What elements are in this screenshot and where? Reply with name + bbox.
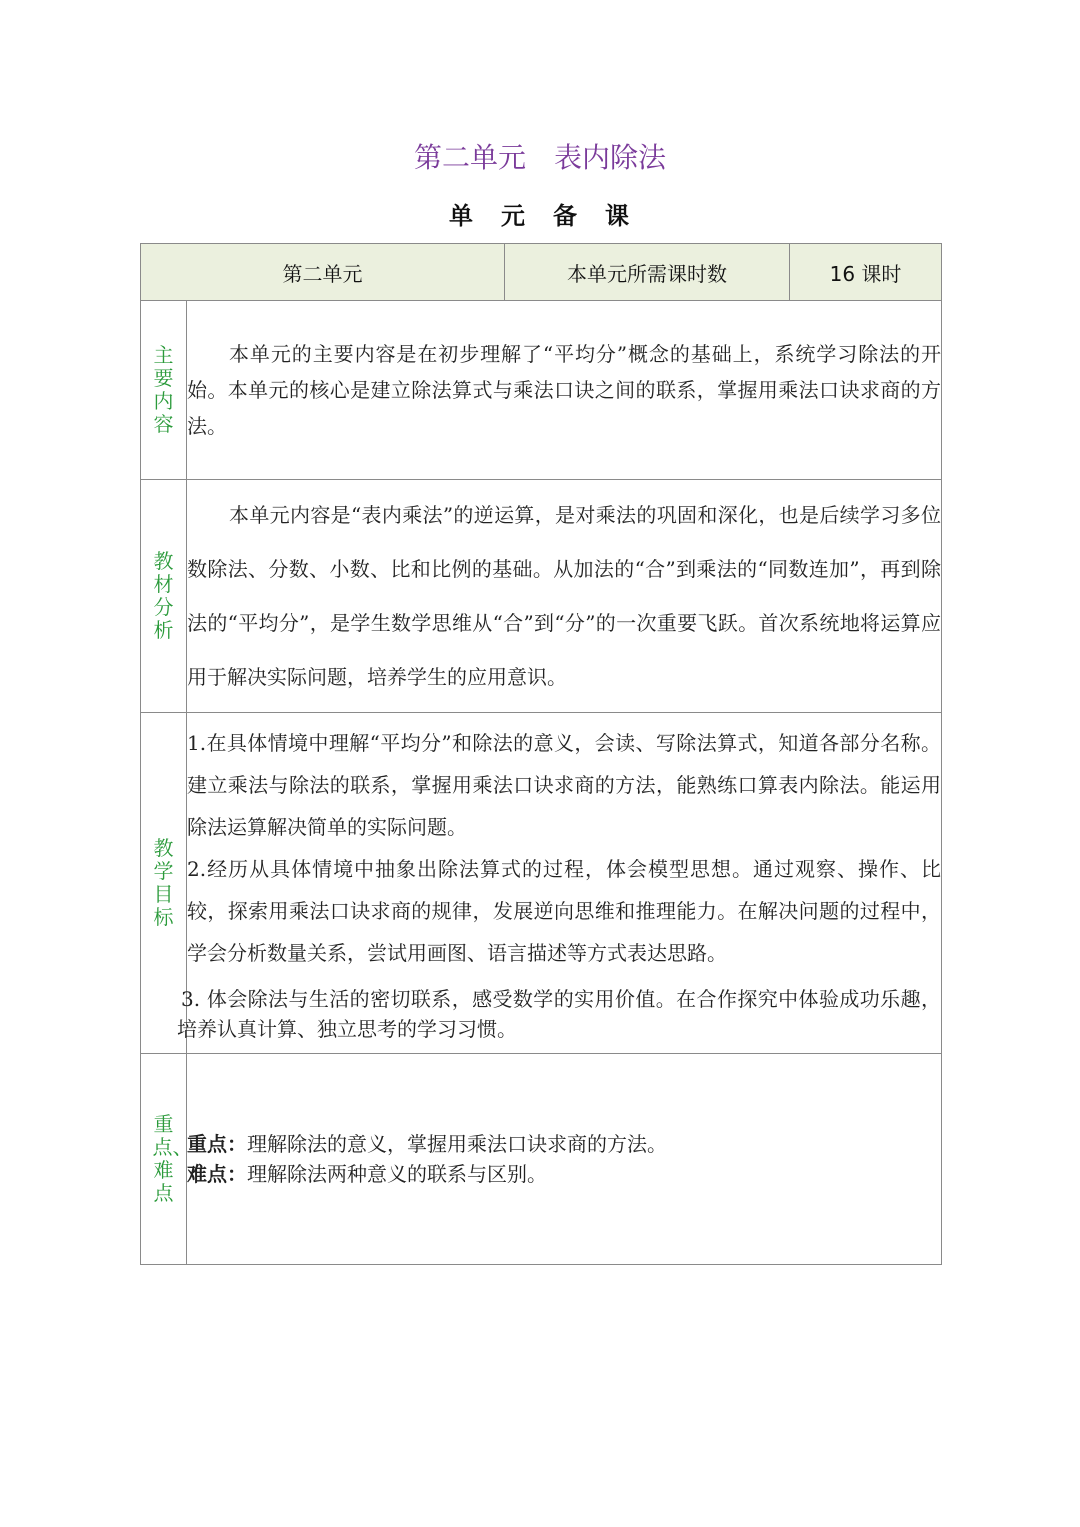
textbook-analysis-row bbox=[141, 480, 942, 713]
textbook-analysis-text: 本单元内容是“表内乘法”的逆运算，是对乘法的巩固和深化，也是后续学习多位数除法、分数、小数、比和比例的基础。从加法的“合”到乘法的“同数连加”，再到除法的“平均分”，是学生数学思维从“合”到“分”的一次重要飞跃。首次系统地将运算应用于解决实际问题，培养学生的应用意识。 bbox=[187, 503, 941, 689]
main-content-text: 本单元的主要内容是在初步理解了“平均分”概念的基础上，系统学习除法的开始。本单元的核心是建立除法算式与乘法口诀之间的联系，掌握用乘法口诀求商的方法。 bbox=[187, 342, 941, 438]
key-points-label: 重点、难点 bbox=[152, 1112, 193, 1205]
textbook-analysis-cell bbox=[187, 480, 942, 713]
teaching-goals-label: 教学目标 bbox=[153, 836, 174, 929]
main-content-cell bbox=[187, 301, 942, 480]
key-points-cell bbox=[187, 1054, 942, 1265]
page-subtitle: 单 元 备 课 bbox=[449, 202, 631, 230]
teaching-goal-2: 2.经历从具体情境中抽象出除法算式的过程，体会模型思想。通过观察、操作、比较，探索用乘法口诀求商的规律，发展逆向思维和推理能力。在解决问题的过程中，学会分析数量关系，尝试用画图、语言描述等方式表达思路。 bbox=[187, 857, 941, 965]
unit-plan-table bbox=[140, 243, 942, 1265]
difficulty-line bbox=[187, 1159, 941, 1189]
difficulty-text: 理解除法两种意义的联系与区别。 bbox=[247, 1162, 547, 1186]
key-points-row bbox=[141, 1054, 942, 1265]
teaching-goal-1: 1.在具体情境中理解“平均分”和除法的意义，会读、写除法算式，知道各部分名称。建立乘法与除法的联系，掌握用乘法口诀求商的方法，能熟练口算表内除法。能运用除法运算解决简单的实际问题。 bbox=[187, 731, 941, 839]
teaching-goals-cell bbox=[177, 713, 942, 1054]
textbook-analysis-label: 教材分析 bbox=[153, 549, 174, 642]
main-content-label-cell bbox=[141, 301, 187, 480]
key-point-text: 理解除法的意义，掌握用乘法口诀求商的方法。 bbox=[247, 1132, 667, 1156]
key-points-label-cell bbox=[141, 1054, 193, 1265]
textbook-analysis-label-cell bbox=[141, 480, 187, 713]
table-header-row bbox=[141, 244, 942, 301]
hours-label-cell: 本单元所需课时数 bbox=[505, 244, 790, 301]
teaching-goal-3: 3. 体会除法与生活的密切联系，感受数学的实用价值。在合作探究中体验成功乐趣，培养认真计算、独立思考的学习习惯。 bbox=[177, 987, 941, 1041]
hours-value-cell: 16 课时 bbox=[790, 244, 942, 301]
difficulty-label: 难点： bbox=[187, 1162, 247, 1186]
teaching-goals-row bbox=[141, 713, 942, 1054]
unit-name-cell: 第二单元 bbox=[141, 244, 505, 301]
main-content-label: 主要内容 bbox=[153, 343, 174, 436]
key-point-line bbox=[187, 1129, 941, 1159]
main-content-row bbox=[141, 301, 942, 480]
key-point-label: 重点： bbox=[187, 1132, 247, 1156]
page-title: 第二单元 表内除法 bbox=[413, 141, 666, 174]
